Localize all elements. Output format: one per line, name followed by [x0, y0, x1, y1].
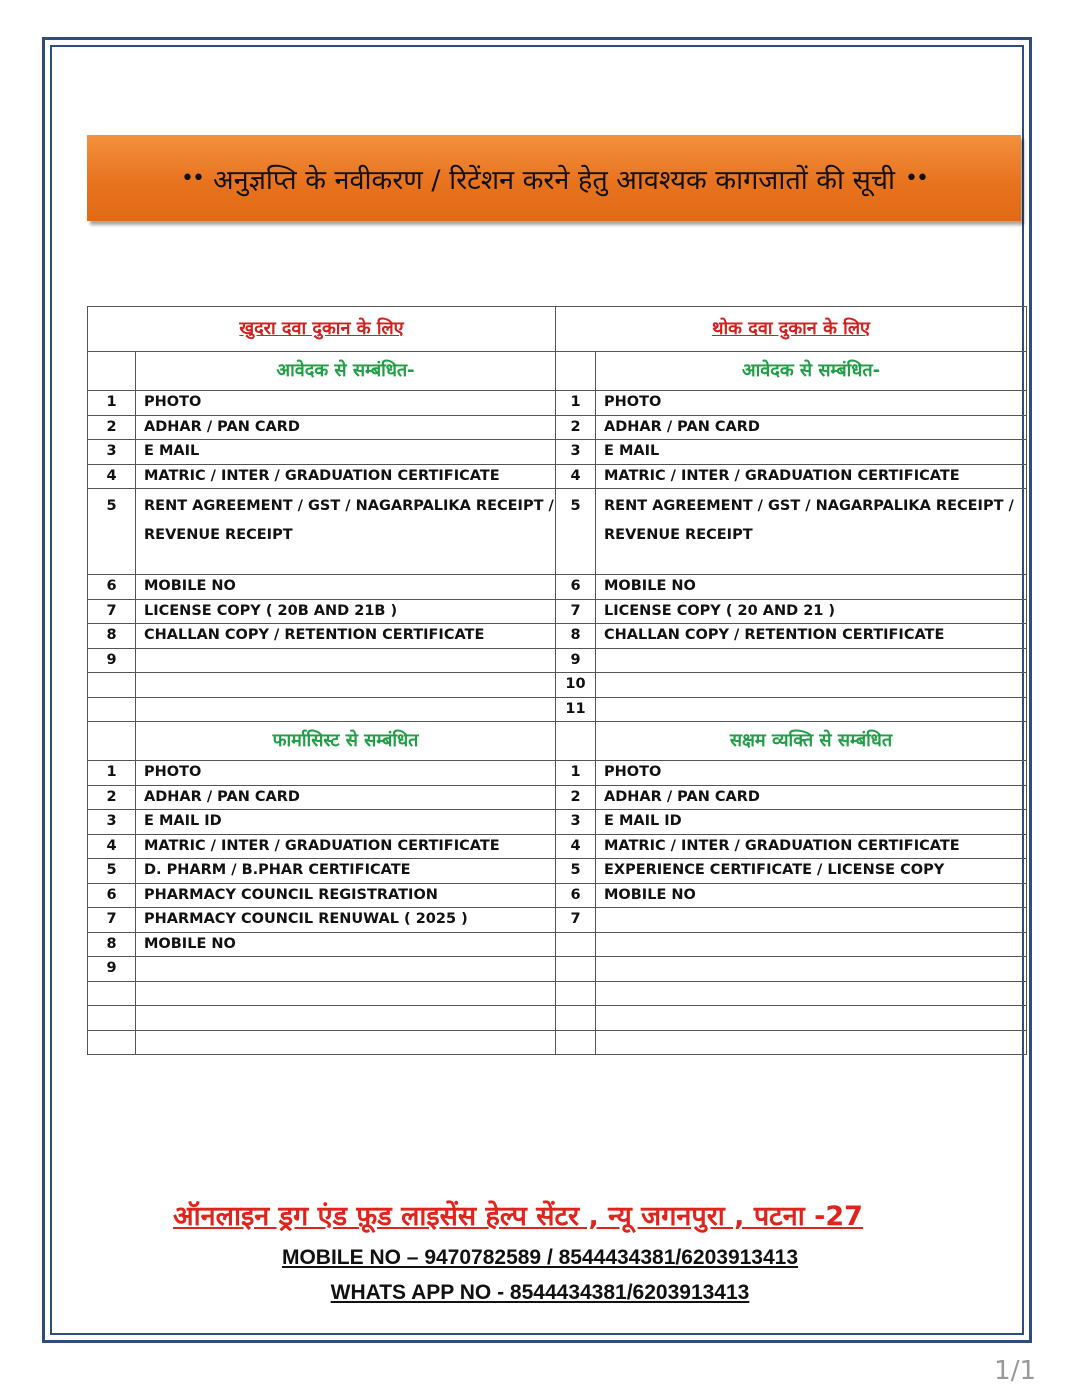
table-row	[88, 599, 1027, 624]
row-number: 2	[88, 415, 136, 440]
page-indicator: 1/1	[994, 1356, 1036, 1386]
row-number: 5	[88, 859, 136, 884]
wholesale-heading: थोक दवा दुकान के लिए	[556, 307, 1027, 352]
table-row	[88, 932, 1027, 957]
table-row	[88, 440, 1027, 465]
document-item	[136, 957, 556, 982]
row-number	[556, 932, 596, 957]
document-item	[136, 673, 556, 698]
document-item: D. PHARM / B.PHAR CERTIFICATE	[136, 859, 556, 884]
document-item	[596, 1030, 1027, 1055]
applicant-section-row	[88, 352, 1027, 391]
row-number: 6	[556, 575, 596, 600]
document-item	[596, 957, 1027, 982]
row-number: 3	[88, 810, 136, 835]
document-item	[596, 1006, 1027, 1031]
document-item	[136, 1030, 556, 1055]
row-number: 2	[556, 415, 596, 440]
document-item: ADHAR / PAN CARD	[596, 785, 1027, 810]
document-item: E MAIL	[136, 440, 556, 465]
row-number: 1	[556, 391, 596, 416]
row-number: 7	[88, 599, 136, 624]
empty-cell	[556, 722, 596, 761]
row-number: 3	[556, 810, 596, 835]
document-item	[596, 673, 1027, 698]
competent-person-heading: सक्षम व्यक्ति से सम्बंधित	[596, 722, 1027, 761]
table-row	[88, 489, 1027, 575]
document-item: MOBILE NO	[136, 932, 556, 957]
table-row	[88, 908, 1027, 933]
row-number: 7	[88, 908, 136, 933]
table-row	[88, 575, 1027, 600]
table-row	[88, 957, 1027, 982]
table-row	[88, 834, 1027, 859]
row-number: 7	[556, 908, 596, 933]
document-item: PHARMACY COUNCIL RENUWAL ( 2025 )	[136, 908, 556, 933]
document-item: PHOTO	[596, 761, 1027, 786]
document-item: ADHAR / PAN CARD	[136, 415, 556, 440]
empty-cell	[556, 352, 596, 391]
row-number: 3	[556, 440, 596, 465]
bullet-dots-right: ••	[904, 165, 927, 191]
document-item: LICENSE COPY ( 20B AND 21B )	[136, 599, 556, 624]
row-number	[88, 1030, 136, 1055]
row-number: 4	[556, 834, 596, 859]
row-number: 3	[88, 440, 136, 465]
row-number: 8	[88, 624, 136, 649]
row-number: 10	[556, 673, 596, 698]
document-item: MATRIC / INTER / GRADUATION CERTIFICATE	[596, 464, 1027, 489]
document-item: E MAIL ID	[136, 810, 556, 835]
table-row	[88, 785, 1027, 810]
row-number: 9	[88, 957, 136, 982]
retail-applicant-heading: आवेदक से सम्बंधित-	[136, 352, 556, 391]
table-row	[88, 761, 1027, 786]
table-row	[88, 981, 1027, 1006]
row-number	[88, 1006, 136, 1031]
document-item: MATRIC / INTER / GRADUATION CERTIFICATE	[136, 834, 556, 859]
row-number	[88, 981, 136, 1006]
document-item: MOBILE NO	[596, 575, 1027, 600]
document-item: MOBILE NO	[136, 575, 556, 600]
help-center-name: ऑनलाइन ड्रग एंड फ़ूड लाइसेंस हेल्प सेंटर , न्यू जगनपुरा , पटना -27	[173, 1201, 863, 1232]
table-row	[88, 464, 1027, 489]
title-banner	[87, 135, 1021, 221]
document-item	[136, 981, 556, 1006]
document-item	[136, 697, 556, 722]
table-row	[88, 624, 1027, 649]
row-number: 2	[556, 785, 596, 810]
row-number: 1	[88, 391, 136, 416]
table-row	[88, 415, 1027, 440]
document-item: MOBILE NO	[596, 883, 1027, 908]
table-row	[88, 883, 1027, 908]
empty-cell	[88, 352, 136, 391]
row-number: 6	[88, 575, 136, 600]
document-item	[596, 697, 1027, 722]
row-number: 7	[556, 599, 596, 624]
table-row	[88, 859, 1027, 884]
document-item	[596, 648, 1027, 673]
whatsapp-numbers: WHATS APP NO - 8544434381/6203913413	[330, 1281, 750, 1304]
document-item: RENT AGREEMENT / GST / NAGARPALIKA RECEIPT / REVENUE RECEIPT	[596, 489, 1027, 575]
document-item: EXPERIENCE CERTIFICATE / LICENSE COPY	[596, 859, 1027, 884]
document-item: PHOTO	[136, 761, 556, 786]
table-row	[88, 810, 1027, 835]
document-item: LICENSE COPY ( 20 AND 21 )	[596, 599, 1027, 624]
pharmacist-heading: फार्मासिस्ट से सम्बंधित	[136, 722, 556, 761]
page-title: अनुज्ञप्ति के नवीकरण / रिटेंशन करने हेतु आवश्यक कागजातों की सूची	[213, 164, 895, 196]
row-number	[88, 673, 136, 698]
row-number	[88, 697, 136, 722]
row-number: 4	[88, 464, 136, 489]
table-row	[88, 1030, 1027, 1055]
document-item: ADHAR / PAN CARD	[596, 415, 1027, 440]
documents-table	[87, 306, 1027, 1055]
document-item: PHOTO	[136, 391, 556, 416]
row-number: 5	[556, 489, 596, 575]
document-item: MATRIC / INTER / GRADUATION CERTIFICATE	[596, 834, 1027, 859]
document-item	[136, 1006, 556, 1031]
table-row	[88, 1006, 1027, 1031]
document-item: ADHAR / PAN CARD	[136, 785, 556, 810]
row-number	[556, 1030, 596, 1055]
row-number: 4	[88, 834, 136, 859]
empty-cell	[88, 722, 136, 761]
row-number: 8	[556, 624, 596, 649]
document-item: CHALLAN COPY / RETENTION CERTIFICATE	[136, 624, 556, 649]
bullet-dots-left: ••	[181, 165, 203, 191]
document-item	[596, 908, 1027, 933]
document-item: CHALLAN COPY / RETENTION CERTIFICATE	[596, 624, 1027, 649]
column-headings-row	[88, 307, 1027, 352]
document-item	[596, 981, 1027, 1006]
second-section-row	[88, 722, 1027, 761]
wholesale-applicant-heading: आवेदक से सम्बंधित-	[596, 352, 1027, 391]
document-item: PHOTO	[596, 391, 1027, 416]
row-number: 5	[556, 859, 596, 884]
row-number: 9	[88, 648, 136, 673]
row-number: 1	[88, 761, 136, 786]
row-number: 9	[556, 648, 596, 673]
document-item: PHARMACY COUNCIL REGISTRATION	[136, 883, 556, 908]
row-number	[556, 957, 596, 982]
document-item	[596, 932, 1027, 957]
table-row	[88, 648, 1027, 673]
document-item: MATRIC / INTER / GRADUATION CERTIFICATE	[136, 464, 556, 489]
row-number: 1	[556, 761, 596, 786]
document-item: E MAIL ID	[596, 810, 1027, 835]
row-number: 6	[556, 883, 596, 908]
document-item: RENT AGREEMENT / GST / NAGARPALIKA RECEIPT / REVENUE RECEIPT	[136, 489, 556, 575]
retail-heading: खुदरा दवा दुकान के लिए	[88, 307, 556, 352]
row-number: 11	[556, 697, 596, 722]
row-number: 5	[88, 489, 136, 575]
row-number: 8	[88, 932, 136, 957]
document-item	[136, 648, 556, 673]
row-number: 4	[556, 464, 596, 489]
row-number: 6	[88, 883, 136, 908]
table-row	[88, 673, 1027, 698]
mobile-numbers: MOBILE NO – 9470782589 / 8544434381/6203913413	[281, 1246, 799, 1269]
row-number	[556, 1006, 596, 1031]
row-number	[556, 981, 596, 1006]
row-number: 2	[88, 785, 136, 810]
document-item: E MAIL	[596, 440, 1027, 465]
table-row	[88, 391, 1027, 416]
table-row	[88, 697, 1027, 722]
